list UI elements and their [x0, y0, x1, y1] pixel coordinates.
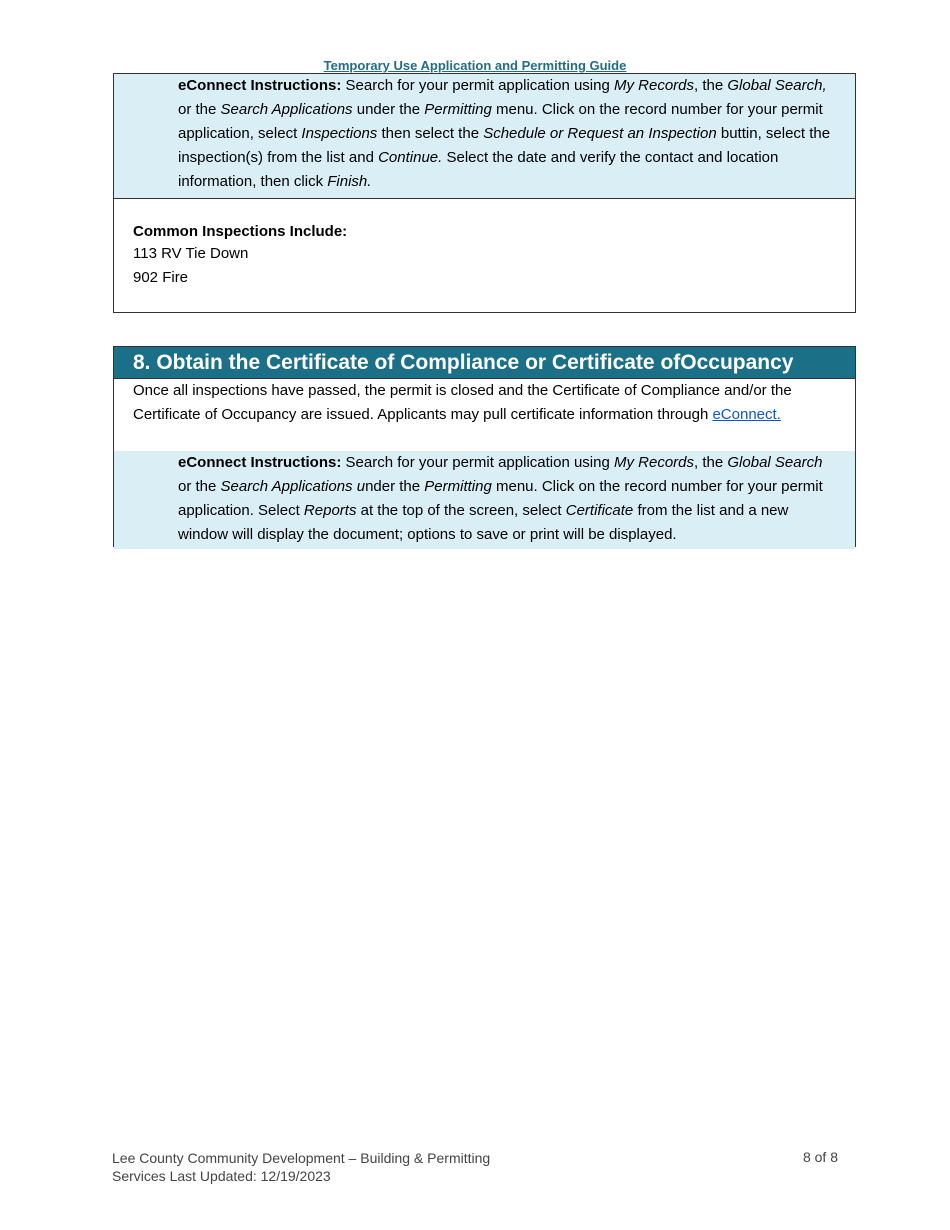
econnect-link[interactable]: eConnect.	[712, 406, 781, 423]
instr-text: menu. Click on the record number for your permit application. Select	[178, 478, 823, 519]
page-number: 8 of 8	[802, 1149, 838, 1165]
instr-text: nder the	[365, 478, 425, 495]
instr-term: Global Search	[727, 454, 823, 471]
instr-term: Global Search,	[727, 77, 827, 94]
footer-department	[112, 1149, 490, 1185]
instr-text: at the top of the screen, select	[356, 502, 566, 519]
instr-term: My Records	[614, 454, 695, 471]
inspection-box	[113, 73, 856, 313]
instr-text: or the	[178, 101, 221, 118]
econnect-instructions-certificate	[114, 451, 855, 549]
section-8-body	[114, 379, 855, 451]
footer-line-2: Services Last Updated: 12/19/2023	[112, 1168, 331, 1184]
instr-text: Select the date and verify the contact and location information, then click	[178, 149, 779, 190]
footer-line-1: Lee County Community Development – Building & Permitting	[112, 1150, 491, 1166]
econnect-instructions-inspections	[114, 74, 855, 199]
instr-text: from the list and a new window will display the document; options to save or print will be displayed.	[178, 502, 789, 543]
section-8-text: Once all inspections have passed, the permit is closed and the Certificate of Compliance and/or the Certificate of Occupancy are issued. Applicants may pull certificate information through	[133, 382, 792, 423]
inspection-item: 902 Fire	[133, 269, 189, 286]
inspection-item: 113 RV Tie Down	[133, 245, 249, 262]
instr-term: My Records	[614, 77, 695, 94]
instr-term: Permitting	[424, 478, 492, 495]
instr-term: Reports	[303, 502, 357, 519]
instr-term: Inspections	[301, 125, 378, 142]
instr-text: then select the	[377, 125, 484, 142]
common-inspections	[114, 199, 855, 290]
instr-text: buttin, select the inspection(s) from the list and	[178, 125, 831, 166]
common-inspections-title: Common Inspections Include:	[133, 223, 348, 240]
document-header-title: Temporary Use Application and Permitting Guide	[323, 58, 627, 73]
section-8-box	[113, 346, 856, 547]
instructions-label: eConnect Instructions:	[178, 77, 342, 94]
instr-term: Continue.	[378, 149, 443, 166]
instructions-label: eConnect Instructions:	[178, 454, 342, 471]
instr-term: Certificate	[565, 502, 634, 519]
instr-text: menu. Click on the record number for your permit application, select	[178, 101, 823, 142]
instr-text: or the	[178, 478, 221, 495]
instr-text: Search for your permit application using	[341, 77, 614, 94]
instr-term: Permitting	[424, 101, 492, 118]
instr-text: Search for your permit application using	[341, 454, 614, 471]
instr-term: Schedule or Request an Inspection	[483, 125, 717, 142]
instr-term: Search Applications u	[220, 478, 366, 495]
section-8-heading: 8. Obtain the Certificate of Compliance or Certificate ofOccupancy	[114, 347, 855, 379]
instr-text: under the	[352, 101, 425, 118]
instr-text: , the	[694, 454, 728, 471]
instr-text: , the	[694, 77, 728, 94]
instr-term: Search Applications	[220, 101, 353, 118]
instr-term: Finish.	[327, 173, 372, 190]
